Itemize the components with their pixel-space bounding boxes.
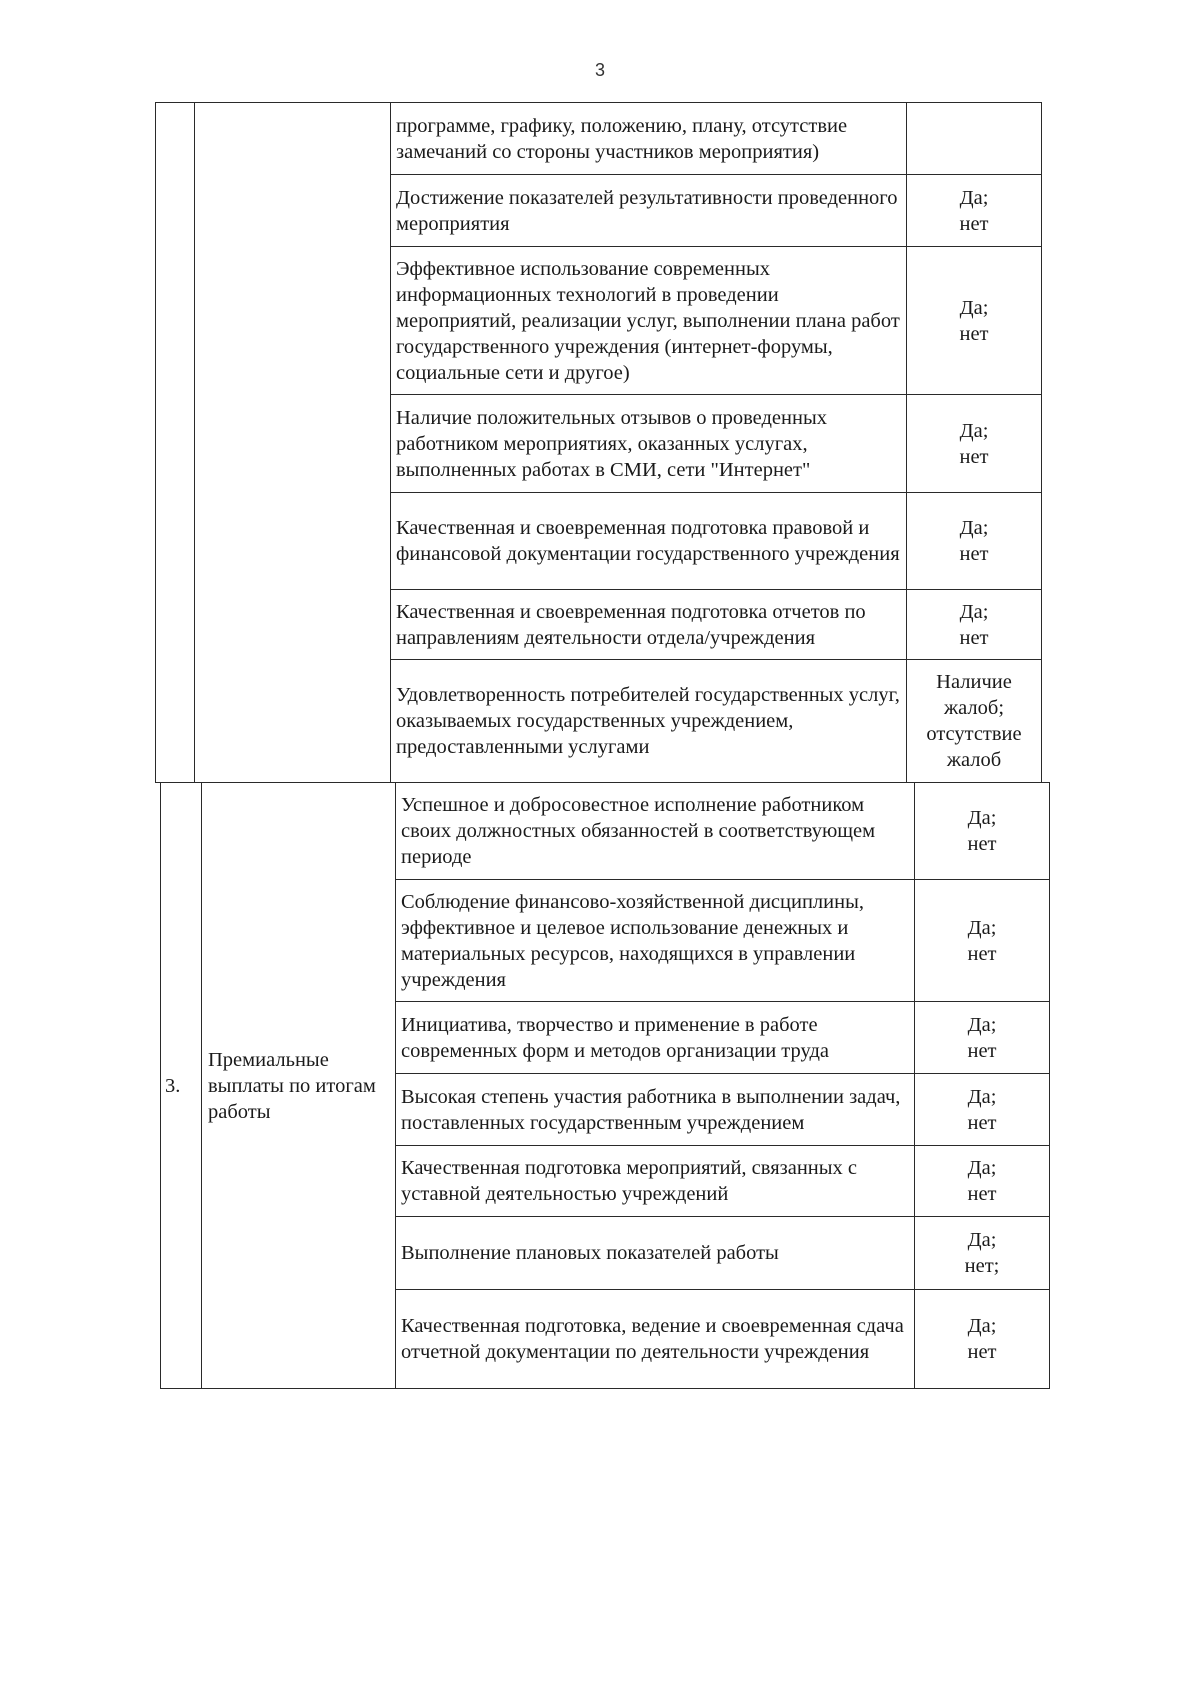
value-option: нет (959, 322, 989, 345)
criterion-text: Соблюдение финансово-хозяйственной дисциплины, эффективное и целевое использование денежных и материальных ресурсов, находящихся в управлении учреждения (401, 890, 865, 991)
value-cell (907, 247, 1042, 395)
criterion-text: Качественная подготовка мероприятий, связанных с уставной деятельностью учреждений (401, 1157, 858, 1205)
section-number-cell (156, 103, 195, 783)
value-cell (915, 1002, 1050, 1074)
value-option: Да; (967, 1315, 997, 1337)
criterion-cell (396, 1217, 915, 1290)
criterion-cell (391, 175, 907, 247)
value-option: Да; (967, 1157, 997, 1179)
value-option: Да; (959, 296, 989, 319)
criterion-text: Выполнение плановых показателей работы (401, 1242, 779, 1264)
value-option: нет (967, 1341, 997, 1363)
value-cell (907, 493, 1042, 590)
criterion-cell (396, 1146, 915, 1217)
value-cell (915, 1217, 1050, 1290)
section-name: Премиальные выплаты по итогам работы (208, 1048, 376, 1123)
value-option: отсутствие (926, 723, 1022, 745)
section-number: 3. (165, 1074, 181, 1097)
criterion-text: Высокая степень участия работника в выполнении задач, поставленных государственным учреждением (401, 1085, 901, 1134)
value-option: Да; (967, 916, 997, 939)
criteria-table-section-2 (155, 102, 1042, 783)
criterion-cell (396, 1002, 915, 1074)
value-option: Да; (967, 1085, 997, 1108)
value-option: нет; (964, 1255, 1000, 1277)
value-option: Наличие (936, 671, 1012, 693)
criterion-cell (391, 103, 907, 175)
criterion-text: Качественная и своевременная подготовка отчетов по направлениям деятельности отдела/учреждения (396, 600, 866, 649)
value-option: жалоб; (943, 697, 1005, 719)
value-option: жалоб (946, 749, 1002, 771)
value-option: Да; (967, 807, 997, 829)
value-cell (907, 175, 1042, 247)
value-option: Да; (967, 1013, 997, 1036)
criterion-text: программе, графику, положению, плану, отсутствие замечаний со стороны участников мероприятия) (396, 114, 848, 163)
value-option: Да; (959, 419, 989, 442)
criterion-cell (396, 1290, 915, 1389)
criterion-cell (396, 880, 915, 1002)
page-number: 3 (594, 60, 605, 80)
value-option: нет (967, 1111, 997, 1134)
criterion-text: Наличие положительных отзывов о проведенных работником мероприятиях, оказанных услугах, выполненных работах в СМИ, сети "Интернет" (396, 406, 827, 481)
value-cell (915, 880, 1050, 1002)
value-option: Да; (959, 517, 989, 539)
value-option: нет (959, 445, 989, 468)
criterion-cell (391, 493, 907, 590)
value-option: нет (967, 833, 997, 855)
value-option: нет (959, 212, 989, 235)
value-cell (915, 1146, 1050, 1217)
criterion-text: Успешное и добросовестное исполнение работником своих должностных обязанностей в соответствующем периоде (401, 794, 876, 868)
criterion-text: Удовлетворенность потребителей государственных услуг, оказываемых государственных учреждением, предоставленными услугами (396, 684, 900, 758)
table-row (156, 103, 1042, 175)
value-option: нет (967, 1039, 997, 1062)
criteria-table-section-3 (160, 782, 1050, 1389)
value-option: Да; (959, 600, 989, 623)
criterion-cell (391, 590, 907, 660)
criterion-cell (391, 660, 907, 783)
value-option: нет (967, 1183, 997, 1205)
value-option: Да; (967, 1229, 997, 1251)
value-cell (907, 590, 1042, 660)
criterion-cell (391, 395, 907, 493)
value-cell (915, 1290, 1050, 1389)
value-cell (915, 783, 1050, 880)
value-cell (915, 1074, 1050, 1146)
value-option: Да; (959, 186, 989, 209)
criterion-text: Качественная и своевременная подготовка правовой и финансовой документации государственного учреждения (396, 517, 900, 565)
section-name-cell (195, 103, 391, 783)
criterion-text: Качественная подготовка, ведение и своевременная сдача отчетной документации по деятельности учреждения (401, 1315, 904, 1363)
value-cell (907, 660, 1042, 783)
section-name-cell (202, 783, 396, 1389)
value-option: нет (959, 543, 989, 565)
section-number-cell (161, 783, 202, 1389)
criterion-cell (391, 247, 907, 395)
value-cell (907, 103, 1042, 175)
criterion-text: Достижение показателей результативности проведенного мероприятия (396, 186, 898, 235)
value-option: нет (959, 626, 989, 649)
criterion-cell (396, 1074, 915, 1146)
criterion-cell (396, 783, 915, 880)
criterion-text: Эффективное использование современных информационных технологий в проведении мероприятий, реализации услуг, выполнении плана работ государственного учреждения (интернет-форумы, социальные сети и другое) (396, 257, 900, 384)
value-cell (907, 395, 1042, 493)
criterion-text: Инициатива, творчество и применение в работе современных форм и методов организации труда (401, 1013, 829, 1062)
table-row (161, 783, 1050, 880)
value-option: нет (967, 942, 997, 965)
